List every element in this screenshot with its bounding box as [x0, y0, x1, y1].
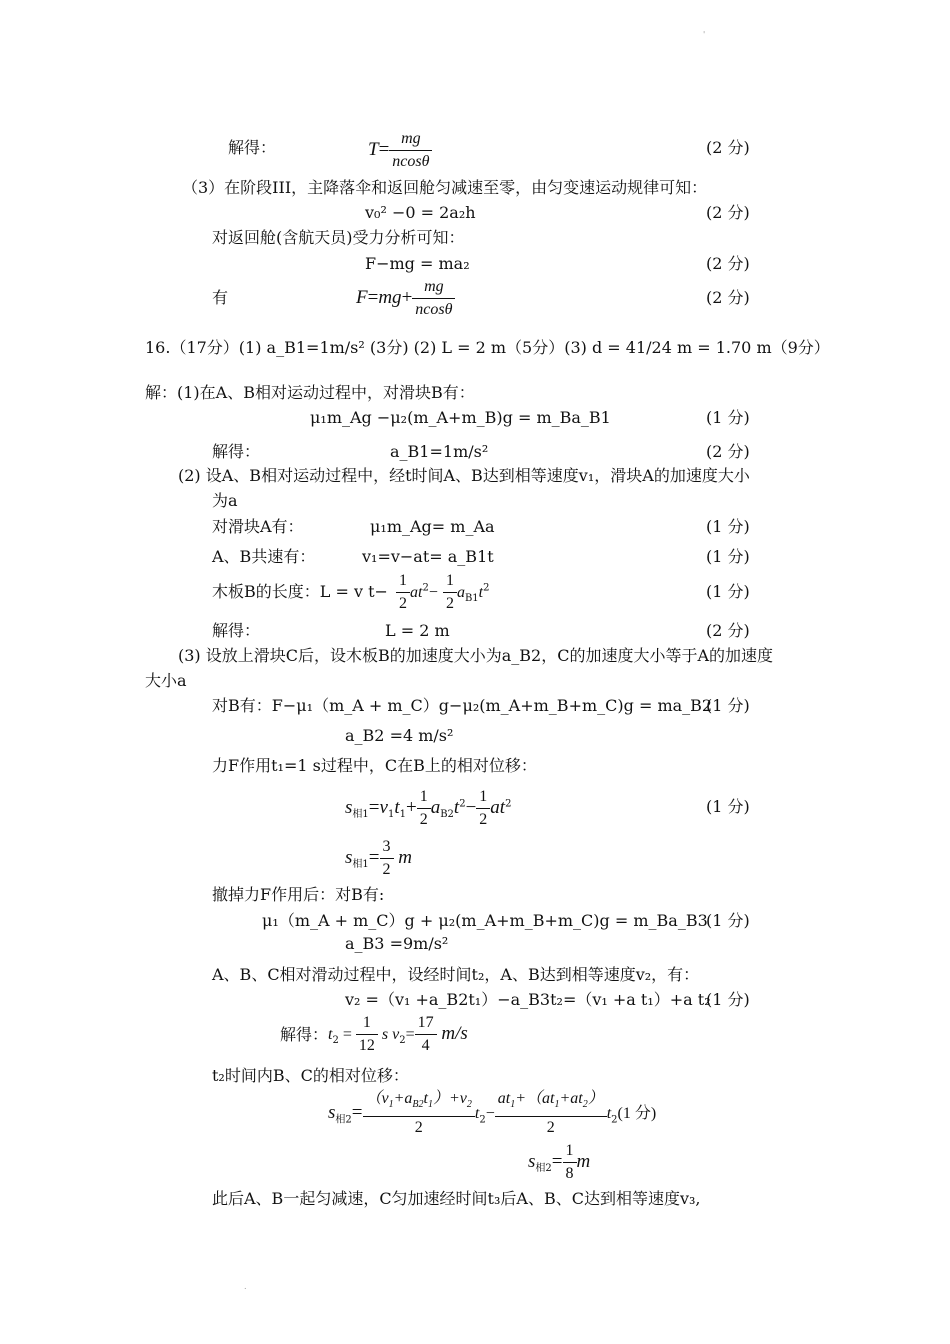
text-line: 解得： [228, 138, 277, 157]
equation: a_B3 =9m/s² [345, 934, 449, 953]
equation: a_B1=1m/s² [390, 442, 489, 461]
scan-mark: . [244, 1282, 247, 1291]
answer-summary: 16.（17分）(1) a_B1=1m/s² (3分) (2) L = 2 m（5分）(3) d = 41/24 m = 1.70 m（9分） [145, 338, 830, 357]
text-line: 力F作用t₁=1 s过程中，C在B上的相对位移： [212, 756, 537, 775]
text-line: 大小a [145, 671, 187, 690]
equation-force: F=mg+ $\frac{mg}{ncos\theta}$ [356, 276, 455, 321]
text-line: (3) 设放上滑块C后，设木板B的加速度大小为a_B2，C的加速度大小等于A的加速度 [178, 646, 774, 665]
equation: 对B有：F−μ₁（m_A + m_C）g−μ₂(m_A+m_B+m_C)g = ma_B2 [212, 696, 713, 715]
equation-result-2: $s_{相2}=$ $\frac{1}{8}$ m [528, 1142, 591, 1182]
equation: μ₁m_Ag −μ₂(m_A+m_B)g = m_Ba_B1 [310, 408, 611, 427]
points: (2 分) [706, 621, 750, 640]
text-line: 解得： [212, 442, 261, 461]
equation: v₀² −0 = 2a₂h [365, 203, 476, 222]
points: (1 分) [706, 582, 750, 601]
equation-result-1: $s_{相1}=$ $\frac{3}{2}$ m [345, 838, 412, 878]
points: (1 分) [706, 517, 750, 536]
equation: L = 2 m [385, 621, 450, 640]
text-line: 此后A、B一起匀减速，C匀加速经时间t₃后A、B、C达到相等速度v₃, [212, 1189, 701, 1208]
equation-length: $\frac{1}{2}$ $at^2-$ $\frac{1}{2}$ $a_{B1}t^2$ [396, 570, 490, 615]
text-line: 解得： [212, 621, 261, 640]
text-line: A、B共速有： [212, 547, 316, 566]
equation-displacement-1: $s_{相1}=v_1t_1+$ $\frac{1}{2}$ $a_{B2}t^2-$ $\frac{1}{2}$ $at^2$ [345, 788, 512, 828]
equation: v₁=v−at= a_B1t [362, 547, 494, 566]
points: (1 分) [706, 797, 750, 816]
points: (2 分) [706, 288, 750, 307]
scan-mark: ' [703, 30, 706, 39]
text-line: 解：(1)在A、B相对运动过程中，对滑块B有： [145, 383, 475, 402]
equation: μ₁m_Ag= m_Aa [370, 517, 495, 536]
equation: v₂ =（v₁ +a_B2t₁）−a_B3t₂=（v₁ +a t₁）+a t₂ [345, 990, 711, 1009]
points: (2 分) [706, 203, 750, 222]
points: (1 分) [706, 990, 750, 1009]
equation: F−mg = ma₂ [365, 254, 470, 273]
points: (1 分) [706, 408, 750, 427]
points: (2 分) [706, 254, 750, 273]
equation: a_B2 =4 m/s² [345, 726, 454, 745]
text-line: 木板B的长度：L = v t− [212, 582, 388, 601]
equation-tension: T= $\frac{mg}{ncos\theta}$ [368, 128, 432, 173]
text-line: t₂时间内B、C的相对位移： [212, 1066, 409, 1085]
text-line: 撤掉力F作用后：对B有: [212, 885, 385, 904]
points: (1 分) [706, 547, 750, 566]
text-line: 解得： [280, 1025, 329, 1044]
text-line: 有 [212, 288, 229, 307]
text-line: (2) 设A、B相对运动过程中，经t时间A、B达到相等速度v₁，滑块A的加速度大小 [178, 466, 750, 485]
text-line: （3）在阶段III，主降落伞和返回舱匀减速至零，由匀变速运动规律可知： [182, 178, 708, 197]
equation: μ₁（m_A + m_C）g + μ₂(m_A+m_B+m_C)g = m_Ba_B3 [262, 911, 708, 930]
equation-t2-v2: $t_2$ = $\frac{1}{12}$ s $v_2=$ $\frac{17}{4}$ m/s [328, 1014, 468, 1054]
text-line: 为a [212, 491, 238, 510]
points: (1 分) [706, 696, 750, 715]
text-line: 对滑块A有： [212, 517, 304, 536]
points: (1 分) [706, 911, 750, 930]
equation-displacement-2: $s_{相2}=$ $\frac{(v_1+a_{B2}t_1)+v_2}{2}$ $t_2-$ $\frac{at_1+(at_1+at_2)}{2}$ $t_2(1$ 分) [328, 1090, 657, 1137]
text-line: 对返回舱(含航天员)受力分析可知： [212, 228, 465, 247]
points: (2 分) [706, 138, 750, 157]
points: (2 分) [706, 442, 750, 461]
text-line: A、B、C相对滑动过程中，设经时间t₂，A、B达到相等速度v₂，有： [212, 965, 700, 984]
